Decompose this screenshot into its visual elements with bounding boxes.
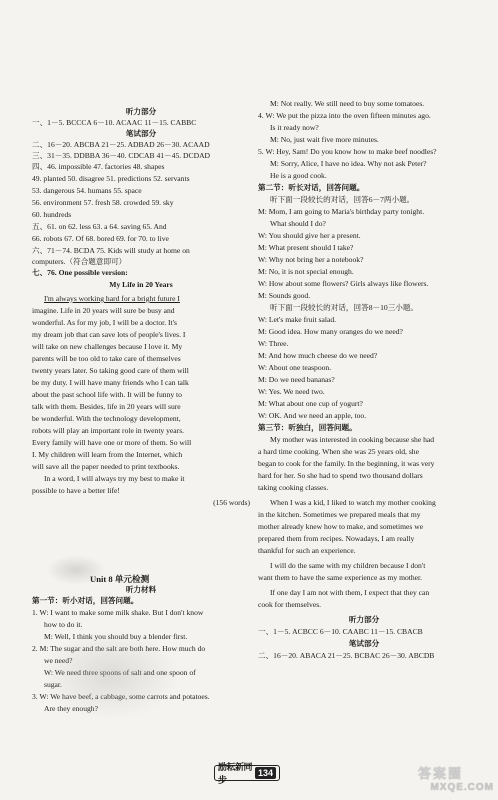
left-text-line: 第一节：听小对话，回答问题。 — [32, 596, 139, 605]
right-text-line: taking cooking classes. — [258, 483, 329, 492]
right-text-line: began to cook for the family. In the beginning, it was very — [258, 459, 435, 468]
right-text-line: in the kitchen. Sometimes we prepared meals that my — [258, 510, 421, 519]
right-text-line: want them to have the same experience as my mother. — [258, 573, 423, 582]
left-text-line: I. My children will learn from the Internet, which — [32, 450, 183, 459]
right-text-line: Is it ready now? — [270, 123, 319, 132]
left-text-line: 60. hundreds — [32, 210, 72, 219]
corner-watermark — [418, 763, 494, 797]
left-text-line: my dream job that can save lots of people's lives. I — [32, 330, 186, 339]
right-text-line: prepared them from recipes. Nowadays, I am really — [258, 534, 415, 543]
corner-watermark-bottom: MXQE.COM — [430, 782, 494, 793]
page-number: 134 — [255, 767, 276, 779]
left-text-line: 二、16－20. ABCBA 21－25. ADBAD 26－30. ACAAD — [32, 140, 210, 149]
right-text-line: a hard time cooking. When she was 25 years old, she — [258, 447, 419, 456]
right-text-line: W: About one teaspoon. — [258, 363, 332, 372]
left-text-line: Are they enough? — [44, 704, 98, 713]
left-text-line: I'm always working hard for a bright future I — [44, 294, 180, 303]
left-text-line: about the past school life with. It will be funny to — [32, 390, 182, 399]
right-text-line: W: Why not bring her a notebook? — [258, 255, 364, 264]
left-text-line: 56. environment 57. fresh 58. crowded 59. sky — [32, 198, 174, 207]
right-text-line: W: Yes. We need two. — [258, 387, 325, 396]
right-text-line: M: What about one cup of yogurt? — [258, 399, 363, 408]
left-text-line: imagine. Life in 20 years will sure be busy and — [32, 306, 175, 315]
right-text-line: mother already knew how to make, and sometimes we — [258, 522, 424, 531]
corner-watermark-top: 答案圈 — [418, 766, 464, 781]
left-text-line: possible to have a better life! — [32, 486, 120, 495]
right-text-line: 二、16－20. ABACA 21－25. BCBAC 26－30. ABCDB — [258, 651, 435, 660]
left-text-line: 一、1－5. BCCCA 6－10. ACAAC 11－15. CABBC — [32, 118, 197, 127]
right-text-line: If one day I am not with them, I expect that they can — [270, 588, 430, 597]
right-text-line: M: Sorry, Alice, I have no idea. Why not ask Peter? — [270, 159, 427, 168]
left-text-line: 听力材料 — [125, 585, 157, 594]
left-text-line: 笔试部分 — [125, 129, 157, 138]
left-text-line: 听力部分 — [125, 107, 157, 116]
left-text-line: will save all the paper needed to print textbooks. — [32, 462, 180, 471]
left-text-line: talk with them. Besides, life in 20 years will sure — [32, 402, 181, 411]
right-text-line: 听力部分 — [348, 615, 380, 624]
right-text-line: cook for themselves. — [258, 600, 322, 609]
right-text-line: M: Not really. We still need to buy some tomatoes. — [270, 99, 425, 108]
watermark-smudge-large — [40, 630, 180, 720]
footer-logo — [214, 762, 280, 785]
right-text-line: W: Three. — [258, 339, 289, 348]
left-text-line: 七、76. One possible version: — [32, 268, 128, 277]
watermark-smudge — [46, 555, 106, 585]
right-text-line: M: No, just wait five more minutes. — [270, 135, 379, 144]
right-text-line: What should I do? — [270, 219, 326, 228]
right-text-line: 第三节：听独白，回答问题。 — [258, 423, 357, 432]
left-text-line: be my duty. I will have many friends who I can talk — [32, 378, 189, 387]
right-text-line: W: Let's make fruit salad. — [258, 315, 337, 324]
right-text-line: W: You should give her a present. — [258, 231, 361, 240]
right-text-line: 4. W: We put the pizza into the oven fifteen minutes ago. — [258, 111, 431, 120]
right-text-line: M: Do we need bananas? — [258, 375, 335, 384]
left-text-line: 3. W: We have beef, a cabbage, some carrots and potatoes. — [32, 692, 210, 701]
right-text-line: When I was a kid, I liked to watch my mother cooking — [270, 498, 436, 507]
left-text-line: robots will play an important role in twenty years. — [32, 426, 185, 435]
left-text-line: be wonderful. With the technology development, — [32, 414, 181, 423]
left-text-line: 49. planted 50. disagree 51. predictions 52. servants — [32, 174, 190, 183]
right-text-line: 5. W: Hey, Sam! Do you know how to make beef noodles? — [258, 147, 437, 156]
left-text-line: In a word, I will always try my best to make it — [44, 474, 185, 483]
right-text-line: hard for her. So she had to spend two thousand dollars — [258, 471, 423, 480]
left-text-line: Every family will have one or more of them. So will — [32, 438, 192, 447]
right-text-line: W: How about some flowers? Girls always like flowers. — [258, 279, 429, 288]
left-text-line: we need? — [44, 656, 73, 665]
left-text-line: parents will be too old to take care of themselves — [32, 354, 181, 363]
left-text-line: 六、71－74. BCDA 75. Kids will study at home on — [32, 246, 190, 255]
left-text-line: computers.（符合题意即可） — [32, 257, 127, 266]
footer-logo-text: 励耘新同步 — [218, 762, 253, 785]
right-text-line: thankful for such an experience. — [258, 546, 356, 555]
unit-heading: Unit 8 单元检测 — [90, 574, 150, 584]
left-text-line: (156 words) — [213, 498, 250, 507]
right-text-line: 笔试部分 — [348, 639, 380, 648]
left-text-line: 1. W: I want to make some milk shake. But I don't know — [32, 608, 204, 617]
right-text-line: He is a good cook. — [270, 171, 327, 180]
left-text-line: 2. M: The sugar and the salt are both here. How much do — [32, 644, 206, 653]
left-text-line: 53. dangerous 54. humans 55. space — [32, 186, 142, 195]
right-text-line: I will do the same with my children because I don't — [270, 561, 426, 570]
right-text-line: 听下面一段较长的对话，回答6－7两小题。 — [270, 195, 415, 204]
left-text-line: how to do it. — [44, 620, 83, 629]
right-text-line: M: No, it is not special enough. — [258, 267, 354, 276]
left-text-line: 三、31－35. DDBBA 36－40. CDCAB 41－45. DCDAD — [32, 151, 211, 160]
left-text-line: will take on new challenges because I love it. My — [32, 342, 183, 351]
right-text-line: My mother was interested in cooking because she had — [270, 435, 435, 444]
right-text-line: M: And how much cheese do we need? — [258, 351, 378, 360]
right-text-line: M: Sounds good. — [258, 291, 311, 300]
right-text-line: M: What present should I take? — [258, 243, 354, 252]
left-text-line: 66. robots 67. Of 68. bored 69. for 70. to live — [32, 234, 169, 243]
right-text-line: W: OK. And we need an apple, too. — [258, 411, 367, 420]
right-text-line: 第二节：听长对话，回答问题。 — [258, 183, 365, 192]
left-text-line: W: We need three spoons of salt and one spoon of — [44, 668, 196, 677]
left-text-line: My Life in 20 Years — [109, 280, 173, 289]
left-text-line: wonderful. As for my job, I will be a doctor. It's — [32, 318, 177, 327]
left-text-line: 五、61. on 62. less 63. a 64. saving 65. And — [32, 222, 167, 231]
right-text-line: M: Good idea. How many oranges do we need? — [258, 327, 403, 336]
right-text-line: 一、1－5. ACBCC 6－10. CAABC 11－15. CBACB — [258, 627, 423, 636]
left-text-line: sugar. — [44, 680, 62, 689]
right-text-line: 听下面一段较长的对话，回答8－10三小题。 — [270, 303, 419, 312]
left-text-line: M: Well, I think you should buy a blender first. — [44, 632, 188, 641]
left-text-line: 四、46. impossible 47. factories 48. shapes — [32, 162, 165, 171]
right-text-line: M: Mom, I am going to Maria's birthday party tonight. — [258, 207, 425, 216]
left-text-line: twenty years later. So taking good care of them will — [32, 366, 189, 375]
